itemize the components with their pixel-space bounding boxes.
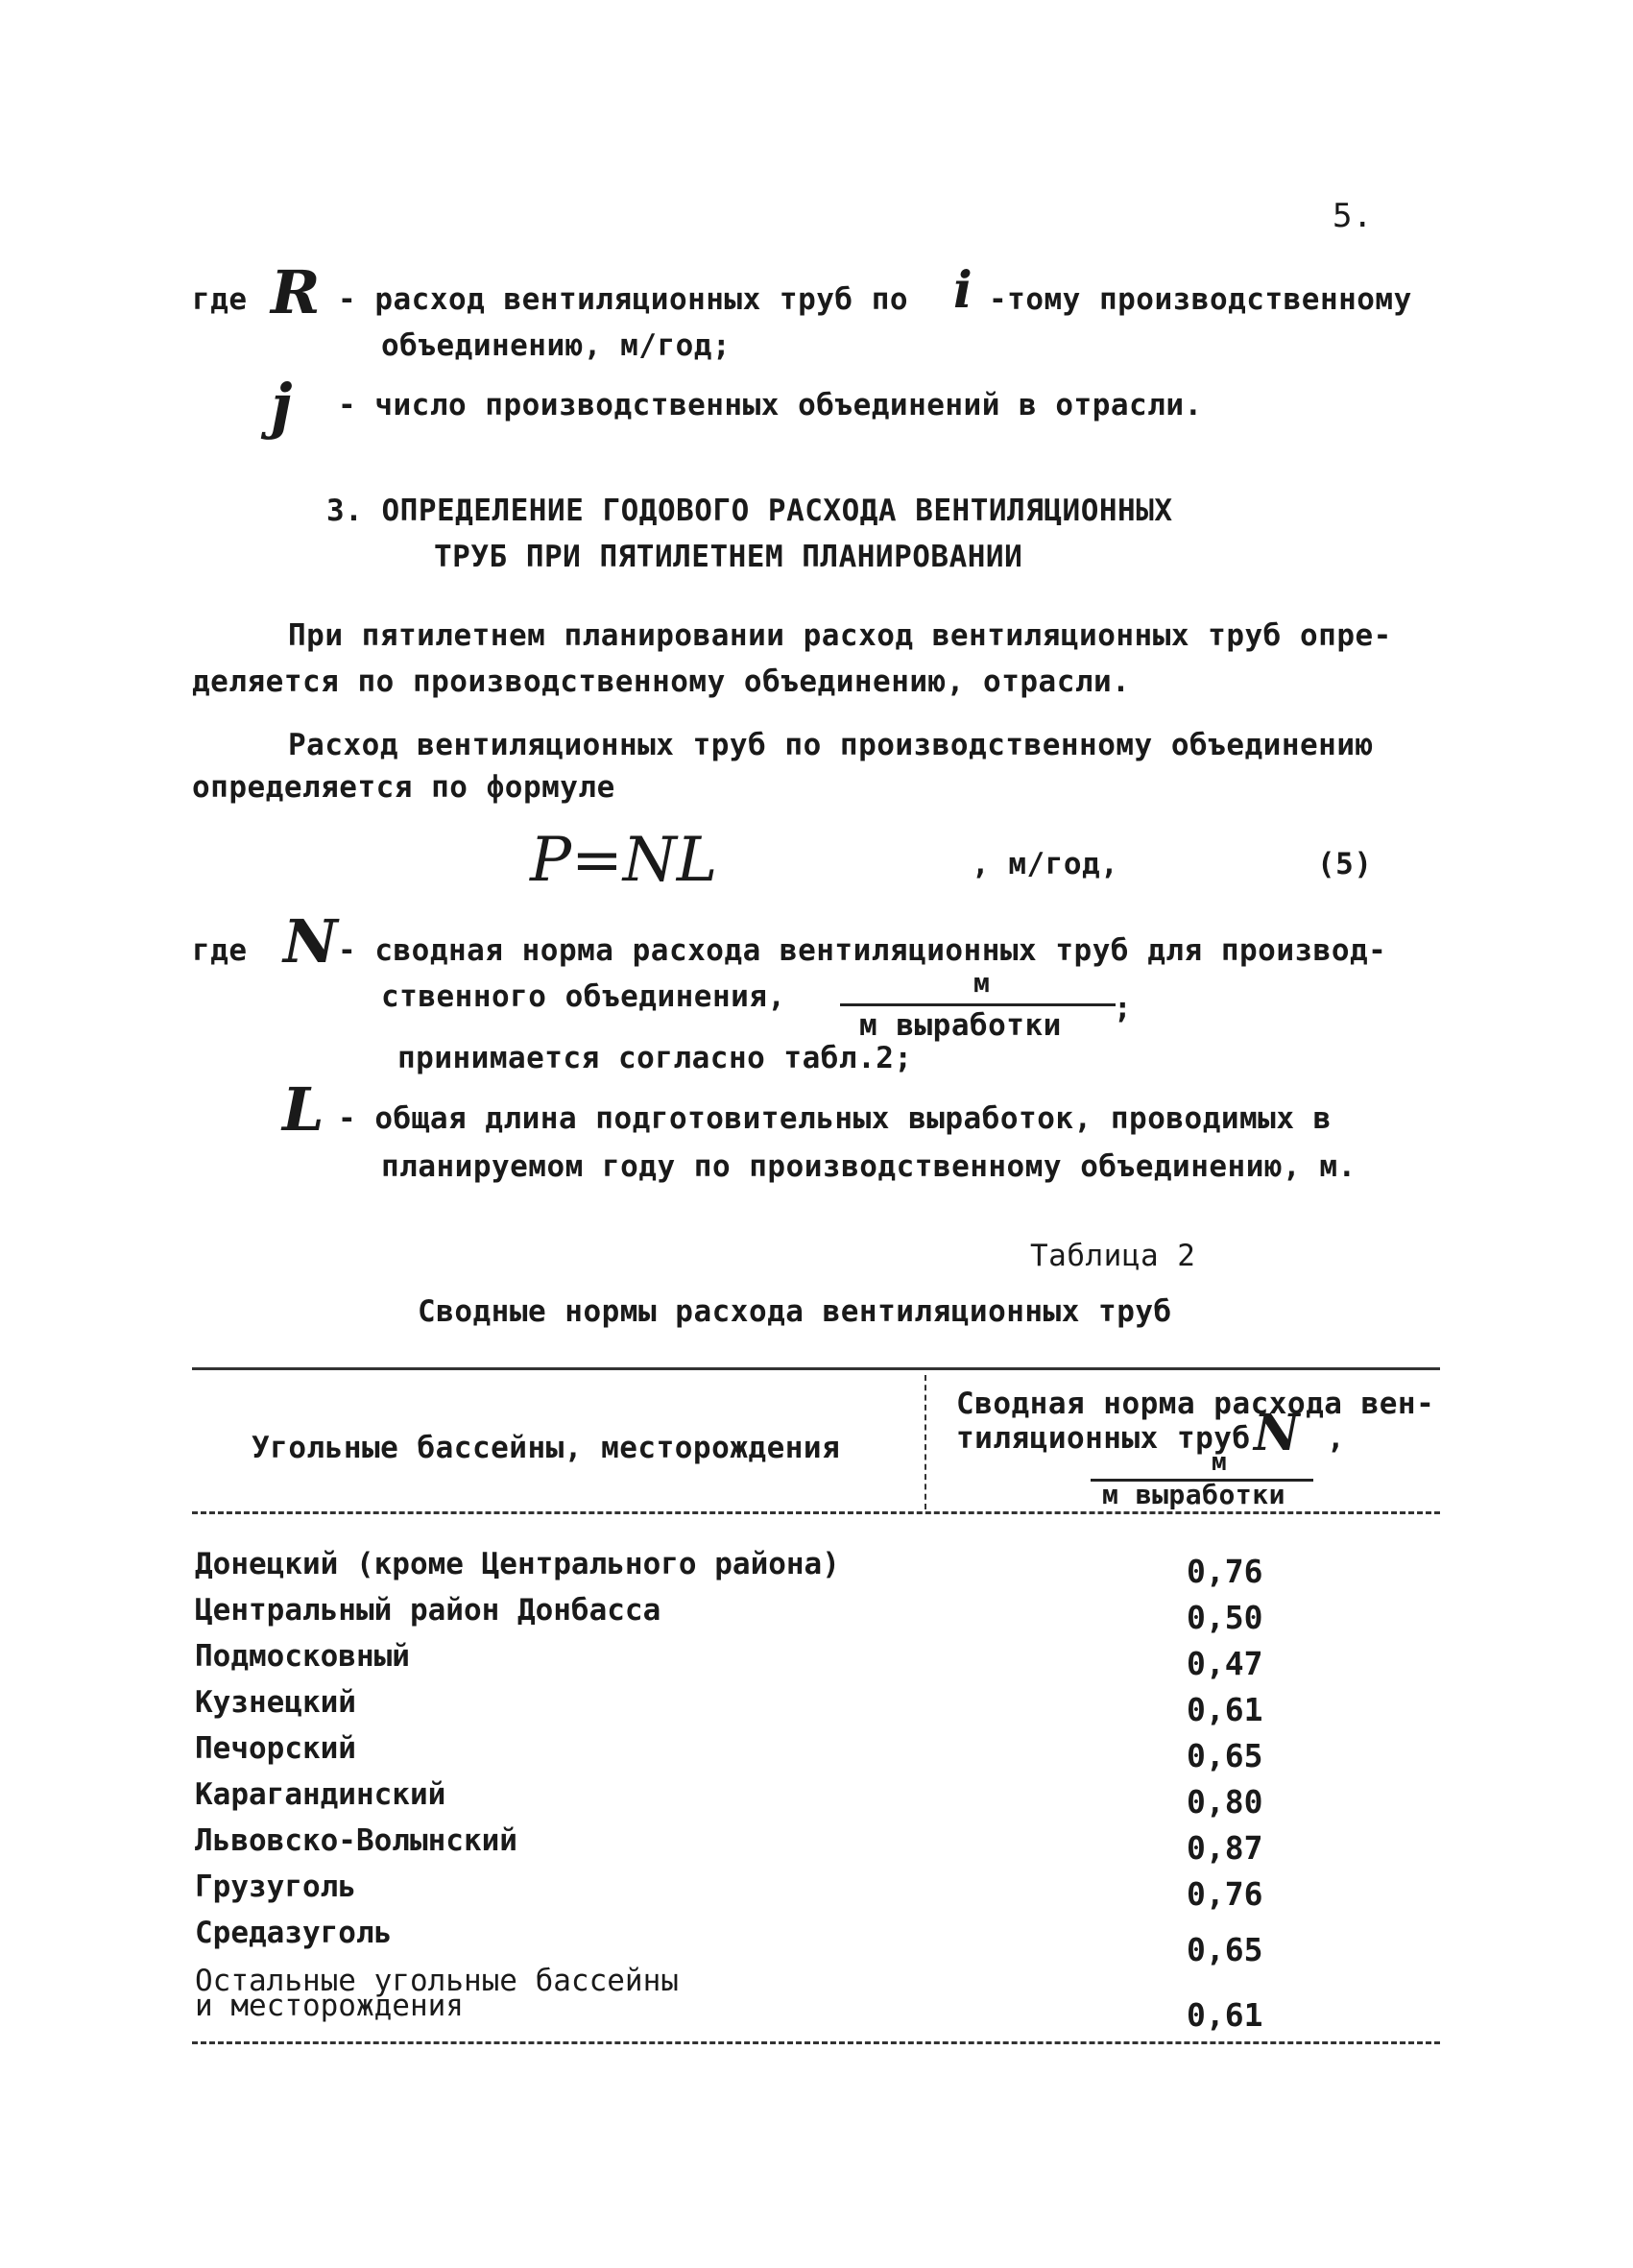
table-last-row-name-line2: и месторождения (195, 1989, 464, 2023)
para2-line2: определяется по формуле (192, 770, 615, 805)
table-row-5-value: 0,65 (1187, 1737, 1263, 1774)
table-col2-symbol-N: N (1254, 1404, 1300, 1462)
symbol-i: i (953, 261, 973, 320)
table-row-2-name: Центральный район Донбасса (195, 1593, 661, 1628)
table-last-row-value: 0,61 (1187, 1996, 1263, 2034)
table-col1-header: Угольные бассейны, месторождения (252, 1431, 841, 1465)
where-N-frac-end: ; (1114, 991, 1133, 1025)
formula-expression: P=NL (530, 825, 718, 896)
table-row-1-value: 0,76 (1187, 1553, 1263, 1590)
where-L-line1: - общая длина подготовительных выработок, проводимых в (338, 1101, 1332, 1136)
table-bottom-rule (192, 2041, 1440, 2044)
table-row-4-value: 0,61 (1187, 1691, 1263, 1728)
table-row-3-name: Подмосковный (195, 1639, 410, 1674)
where-N-label: где (192, 933, 248, 968)
formula-number: (5) (1317, 847, 1373, 881)
where-N-frac-den: м выработки (859, 1008, 1062, 1043)
table-row-7-value: 0,87 (1187, 1829, 1263, 1867)
table-row-8-value: 0,76 (1187, 1875, 1263, 1913)
table-header-rule (192, 1511, 1440, 1514)
where-N-line2: ственного объединения, (381, 979, 786, 1014)
where-j-text: - число производственных объединений в отрасли. (338, 388, 1203, 422)
symbol-R: R (271, 257, 321, 327)
where-N-line1: - сводная норма расхода вентиляционных труб для производ- (338, 933, 1387, 968)
table-row-7-name: Львовско-Волынский (195, 1823, 517, 1858)
table-col2-header-line1: Сводная норма расхода вен- (956, 1387, 1435, 1421)
table-col2-header-line2: тиляционных труб (956, 1421, 1251, 1456)
para2-line1: Расход вентиляционных труб по производственному объединению (288, 728, 1374, 762)
section-title-line1: 3. ОПРЕДЕЛЕНИЕ ГОДОВОГО РАСХОДА ВЕНТИЛЯЦИОННЫХ (326, 494, 1173, 528)
table-row-4-name: Кузнецкий (195, 1685, 356, 1720)
where-R-line1b: -тому производственному (989, 282, 1412, 317)
table-column-divider (925, 1375, 926, 1509)
table-col2-frac-num: м (1212, 1448, 1228, 1477)
para1-line1: При пятилетнем планировании расход вентиляционных труб опре- (288, 618, 1392, 653)
table-col2-comma: , (1327, 1421, 1346, 1456)
table-row-6-value: 0,80 (1187, 1783, 1263, 1821)
table-last-row-name-line1: Остальные угольные бассейны (195, 1964, 679, 1998)
section-title-line2: ТРУБ ПРИ ПЯТИЛЕТНЕМ ПЛАНИРОВАНИИ (434, 540, 1023, 574)
table-col2-frac-den: м выработки (1102, 1479, 1285, 1510)
table-row-8-name: Грузуголь (195, 1870, 356, 1904)
table-row-2-value: 0,50 (1187, 1599, 1263, 1636)
table-top-rule (192, 1367, 1440, 1370)
table-row-3-value: 0,47 (1187, 1645, 1263, 1682)
where-R-line1: - расход вентиляционных труб по (338, 282, 909, 317)
table-row-1-name: Донецкий (кроме Центрального района) (195, 1547, 840, 1581)
para1-line2: деляется по производственному объединению, отрасли. (192, 664, 1131, 699)
table-row-6-name: Карагандинский (195, 1777, 446, 1812)
where-label: где (192, 282, 248, 317)
formula-unit: , м/год, (972, 847, 1119, 881)
table-row-9-name: Средазуголь (195, 1916, 393, 1950)
symbol-N: N (283, 906, 338, 977)
where-N-frac-num: м (973, 967, 991, 999)
where-R-line2: объединению, м/год; (381, 328, 732, 363)
symbol-L: L (282, 1074, 324, 1145)
symbol-j: j (271, 371, 293, 441)
where-L-line2: планируемом году по производственному объединению, м. (381, 1149, 1357, 1184)
page-number: 5. (1333, 197, 1373, 235)
where-N-line3: принимается согласно табл.2; (397, 1041, 913, 1075)
table-title: Сводные нормы расхода вентиляционных труб (418, 1294, 1172, 1329)
table-row-5-name: Печорский (195, 1731, 356, 1766)
table-label: Таблица 2 (1030, 1239, 1196, 1273)
table-row-9-value: 0,65 (1187, 1931, 1263, 1968)
